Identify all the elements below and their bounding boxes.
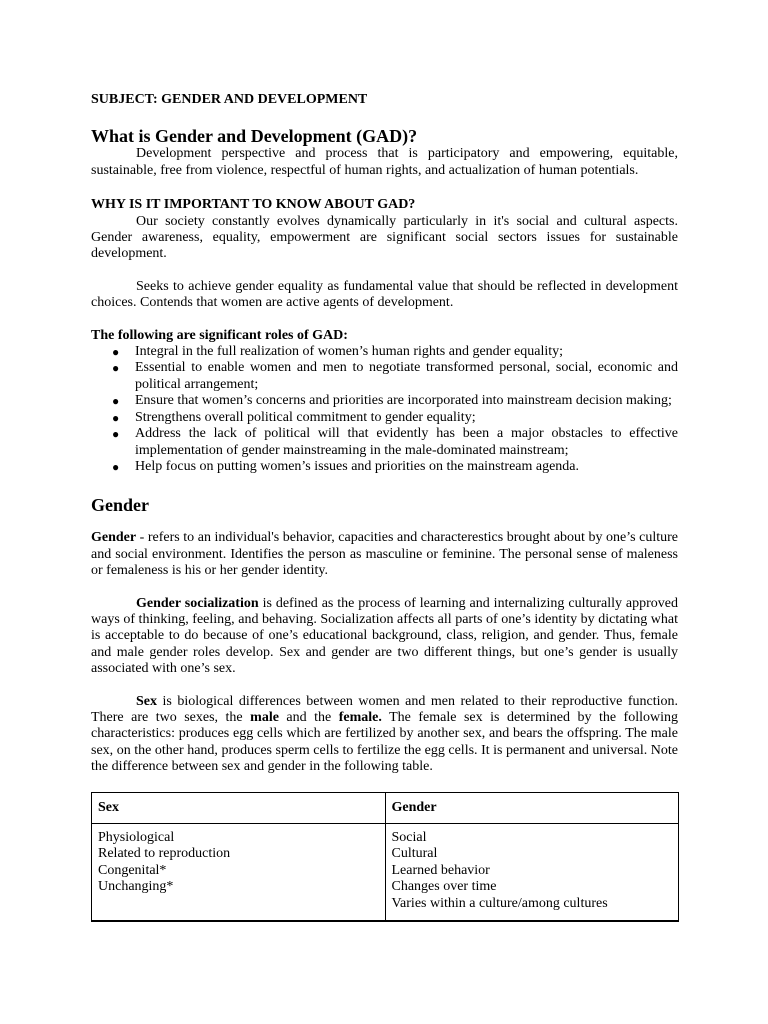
table-cell-item: Varies within a culture/among cultures <box>391 895 608 911</box>
gad-heading: What is Gender and Development (GAD)? <box>91 126 418 147</box>
list-item: ● Address the lack of political will that evidently has been a major obstacles to effective implementation of gender mainstreaming in the male-dominated mainstream; <box>112 426 678 458</box>
bullet-icon: ● <box>112 345 120 360</box>
table-row <box>92 824 679 922</box>
gender-socialization-term: Gender socialization <box>136 595 259 611</box>
bullet-icon: ● <box>112 361 120 376</box>
list-item: ● Integral in the full realization of women’s human rights and gender equality; <box>112 344 564 360</box>
table-cell-item: Physiological <box>98 830 175 845</box>
table-cell-item: Cultural <box>391 846 438 862</box>
bullet-icon: ● <box>112 459 120 474</box>
why-paragraph-1: Our society constantly evolves dynamically particularly in it's social and cultural aspects. Gender awareness, equality, empowerment are significant social sectors issues for sustainable development. <box>91 213 678 262</box>
list-item: ● Strengthens overall political commitment to gender equality; <box>112 409 476 425</box>
list-item: ● Essential to enable women and men to negotiate transformed personal, social, economic and political arrangement; <box>112 360 678 392</box>
sex-paragraph: Sex is biological differences between women and men related to their reproductive function. There are two sexes, the male and the female. The female sex is determined by the following characteristics: produces egg cells which are fertilized by another sex, and bears the offspring. The male sex, on the other hand, produces sperm cells to fertilize the egg cells. It is permanent and universal. Note the difference between sex and gender in the following table. <box>91 693 678 775</box>
gender-term: Gender <box>91 530 137 546</box>
gender-definition: Gender - refers to an individual's behavior, capacities and characterestics brought about by one’s culture and social environment. Identifies the person as masculine or feminine. The personal sense of maleness or femaleness is his or her gender identity. <box>91 530 678 579</box>
gad-definition: Development perspective and process that is participatory and empowering, equitable, sustainable, free from violence, respectful of human rights, and actualization of human potentials. <box>91 146 678 178</box>
sex-cell <box>92 824 386 922</box>
sex-gender-table <box>91 792 679 922</box>
table-cell-item: Learned behavior <box>391 862 490 878</box>
subject-line: SUBJECT: GENDER AND DEVELOPMENT <box>91 92 368 107</box>
sex-term: Sex <box>136 693 157 709</box>
table-cell-item: Changes over time <box>391 879 497 895</box>
bullet-icon: ● <box>112 410 120 425</box>
roles-list <box>91 344 678 475</box>
gender-heading: Gender <box>91 495 149 516</box>
header-gender: Gender <box>385 792 679 823</box>
list-item: ● Ensure that women’s concerns and priorities are incorporated into mainstream decision making; <box>112 393 672 409</box>
male-term: male <box>250 709 279 725</box>
table-cell-item: Social <box>391 830 427 845</box>
table-cell-item: Congenital* <box>98 862 167 878</box>
table-cell-item: Related to reproduction <box>98 846 231 862</box>
gender-socialization-paragraph: Gender socialization is defined as the process of learning and internalizing culturally approved ways of thinking, feeling, and behaving. Socialization affects all parts of one’s identity by dictating what is acceptable to do because of one’s educational background, class, religion, and gender. Thus, female and male gender roles develop. Sex and gender are two different things, but one’s gender is usually associated with one’s sex. <box>91 595 679 677</box>
female-term: female. <box>338 709 382 725</box>
list-item: ● Help focus on putting women’s issues and priorities on the mainstream agenda. <box>112 458 580 474</box>
table-cell-item: Unchanging* <box>98 879 174 895</box>
why-heading: WHY IS IT IMPORTANT TO KNOW ABOUT GAD? <box>91 197 416 213</box>
bullet-icon: ● <box>112 427 120 442</box>
bullet-icon: ● <box>112 394 120 409</box>
roles-heading: The following are significant roles of GAD: <box>91 327 348 343</box>
header-sex: Sex <box>92 792 386 823</box>
why-paragraph-2: Seeks to achieve gender equality as fundamental value that should be reflected in development choices. Contends that women are active agents of development. <box>91 278 678 311</box>
gender-cell <box>385 824 679 922</box>
document-page <box>91 92 678 922</box>
table-header-row <box>92 792 679 823</box>
